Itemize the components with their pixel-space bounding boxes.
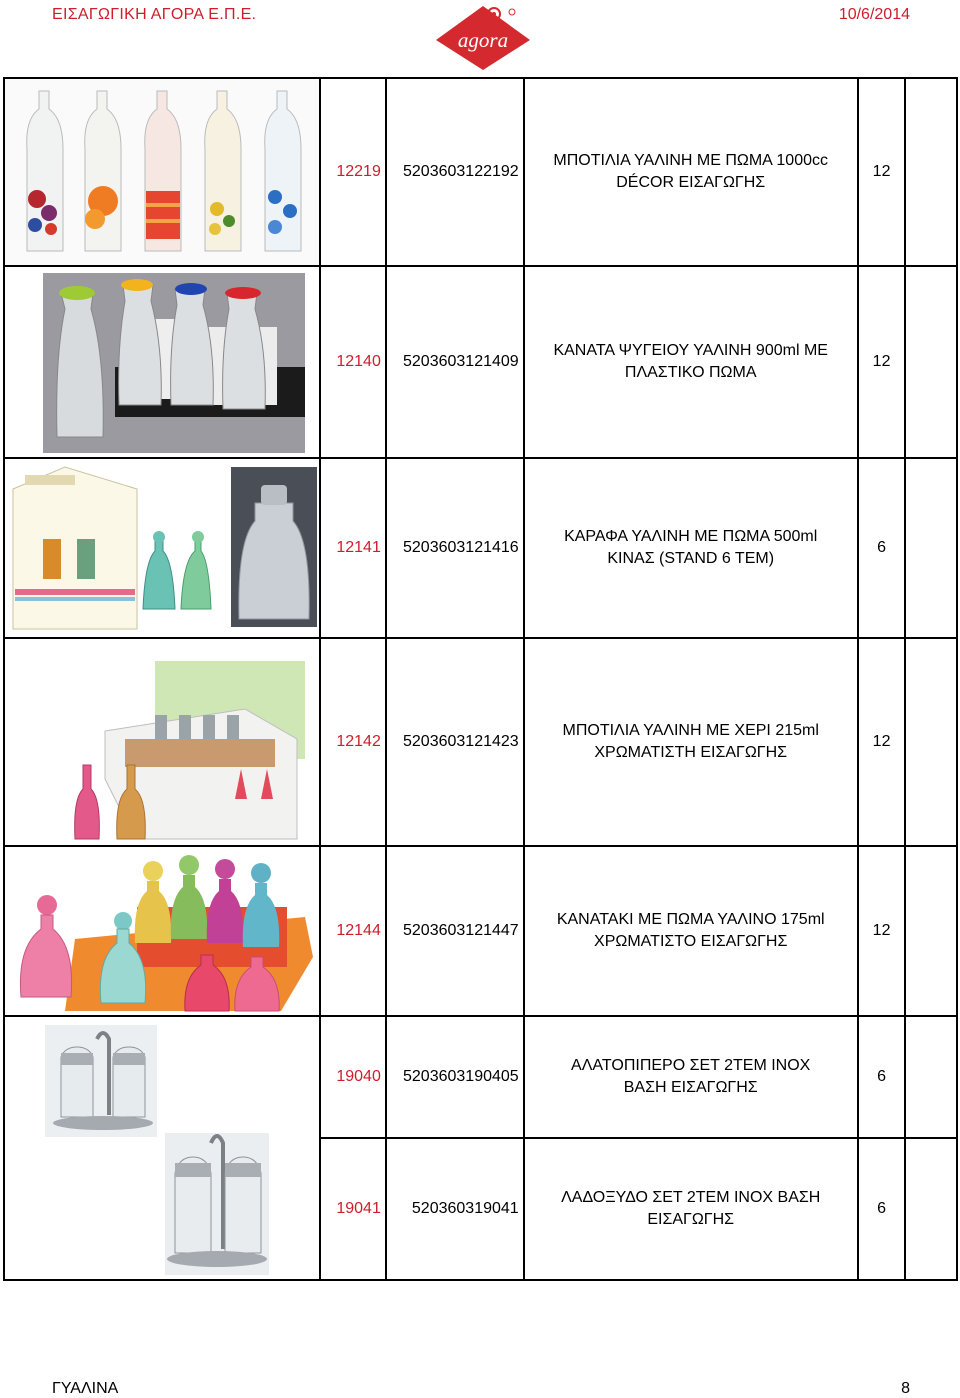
description-line-1: ΛΑΔΟΞΥΔΟ ΣΕΤ 2ΤΕΜ ΙΝΟΧ ΒΑΣΗ [561, 1189, 821, 1206]
section-name: ΓΥΑΛΙΝΑ [52, 1380, 119, 1397]
description-line-1: ΚΑΝΑΤΑ ΨΥΓΕΙΟΥ ΥΑΛΙΝΗ 900ml ΜΕ [553, 342, 828, 359]
company-name: ΕΙΣΑΓΩΓΙΚΗ ΑΓΟΡΑ Ε.Π.Ε. [52, 6, 257, 23]
decor-bottles-image [5, 79, 319, 265]
empty-cell [905, 1016, 957, 1138]
table-row [4, 1016, 957, 1138]
product-code: 12142 [320, 638, 386, 846]
fridge-jugs-image [5, 267, 319, 457]
product-image [4, 458, 320, 638]
product-image [4, 78, 320, 266]
empty-cell [905, 638, 957, 846]
product-description [524, 1016, 858, 1138]
table-row [4, 638, 957, 846]
product-image [4, 638, 320, 846]
product-quantity: 12 [858, 78, 906, 266]
empty-cell [905, 458, 957, 638]
product-description [524, 1138, 858, 1280]
product-code: 19041 [320, 1138, 386, 1280]
description-line-2: ΧΡΩΜΑΤΙΣΤΗ ΕΙΣΑΓΩΓΗΣ [594, 744, 788, 761]
product-table [3, 77, 958, 1281]
product-code: 12140 [320, 266, 386, 458]
product-description [524, 78, 858, 266]
description-line-1: ΚΑΡΑΦΑ ΥΑΛΙΝΗ ΜΕ ΠΩΜΑ 500ml [564, 528, 818, 545]
table-row [4, 266, 957, 458]
product-image [4, 846, 320, 1016]
description-line-2: ΚΙΝΑΣ (STAND 6 TEM) [607, 550, 775, 567]
agora-logo: agora [432, 2, 534, 72]
page-number: 8 [901, 1380, 910, 1397]
product-quantity: 12 [858, 638, 906, 846]
product-quantity: 6 [858, 458, 906, 638]
description-line-1: ΜΠΟΤΙΛΙΑ ΥΑΛΙΝΗ ΜΕ ΧΕΡΙ 215ml [562, 722, 819, 739]
empty-cell [905, 266, 957, 458]
description-line-2: DÉCOR ΕΙΣΑΓΩΓΗΣ [616, 174, 766, 191]
table-row [4, 458, 957, 638]
product-description [524, 458, 858, 638]
product-description [524, 266, 858, 458]
product-barcode: 5203603121409 [386, 266, 524, 458]
product-code: 12144 [320, 846, 386, 1016]
product-image [4, 1016, 320, 1280]
empty-cell [905, 78, 957, 266]
product-code: 12141 [320, 458, 386, 638]
product-quantity: 6 [858, 1016, 906, 1138]
document-date: 10/6/2014 [838, 6, 910, 23]
product-code: 19040 [320, 1016, 386, 1138]
description-line-1: ΜΠΟΤΙΛΙΑ ΥΑΛΙΝΗ ΜΕ ΠΩΜΑ 1000cc [553, 152, 828, 169]
description-line-1: ΚΑΝΑΤΑΚΙ ΜΕ ΠΩΜΑ ΥΑΛΙΝΟ 175ml [556, 911, 825, 928]
product-image [4, 266, 320, 458]
product-quantity: 6 [858, 1138, 906, 1280]
description-line-2: ΠΛΑΣΤΙΚΟ ΠΩΜΑ [624, 364, 757, 381]
product-quantity: 12 [858, 846, 906, 1016]
product-barcode: 5203603121423 [386, 638, 524, 846]
product-barcode: 5203603121416 [386, 458, 524, 638]
empty-cell [905, 846, 957, 1016]
product-code: 12219 [320, 78, 386, 266]
mini-bottles-display-image [5, 639, 319, 845]
description-line-2: ΧΡΩΜΑΤΙΣΤΟ ΕΙΣΑΓΩΓΗΣ [594, 933, 788, 950]
carafes-stand-image [5, 459, 319, 637]
product-barcode: 5203603121447 [386, 846, 524, 1016]
product-quantity: 12 [858, 266, 906, 458]
colored-cruets-image [5, 847, 319, 1015]
description-line-2: ΕΙΣΑΓΩΓΗΣ [647, 1211, 735, 1228]
table-row [4, 846, 957, 1016]
product-description [524, 846, 858, 1016]
description-line-1: ΑΛΑΤΟΠΙΠΕΡΟ ΣΕΤ 2ΤΕΜ ΙΝΟΧ [571, 1057, 811, 1074]
product-description [524, 638, 858, 846]
table-row [4, 78, 957, 266]
condiment-sets-image [5, 1017, 319, 1279]
product-barcode: 5203603122192 [386, 78, 524, 266]
description-line-2: ΒΑΣΗ ΕΙΣΑΓΩΓΗΣ [623, 1079, 758, 1096]
product-barcode: 520360319041 [386, 1138, 524, 1280]
product-barcode: 5203603190405 [386, 1016, 524, 1138]
empty-cell [905, 1138, 957, 1280]
